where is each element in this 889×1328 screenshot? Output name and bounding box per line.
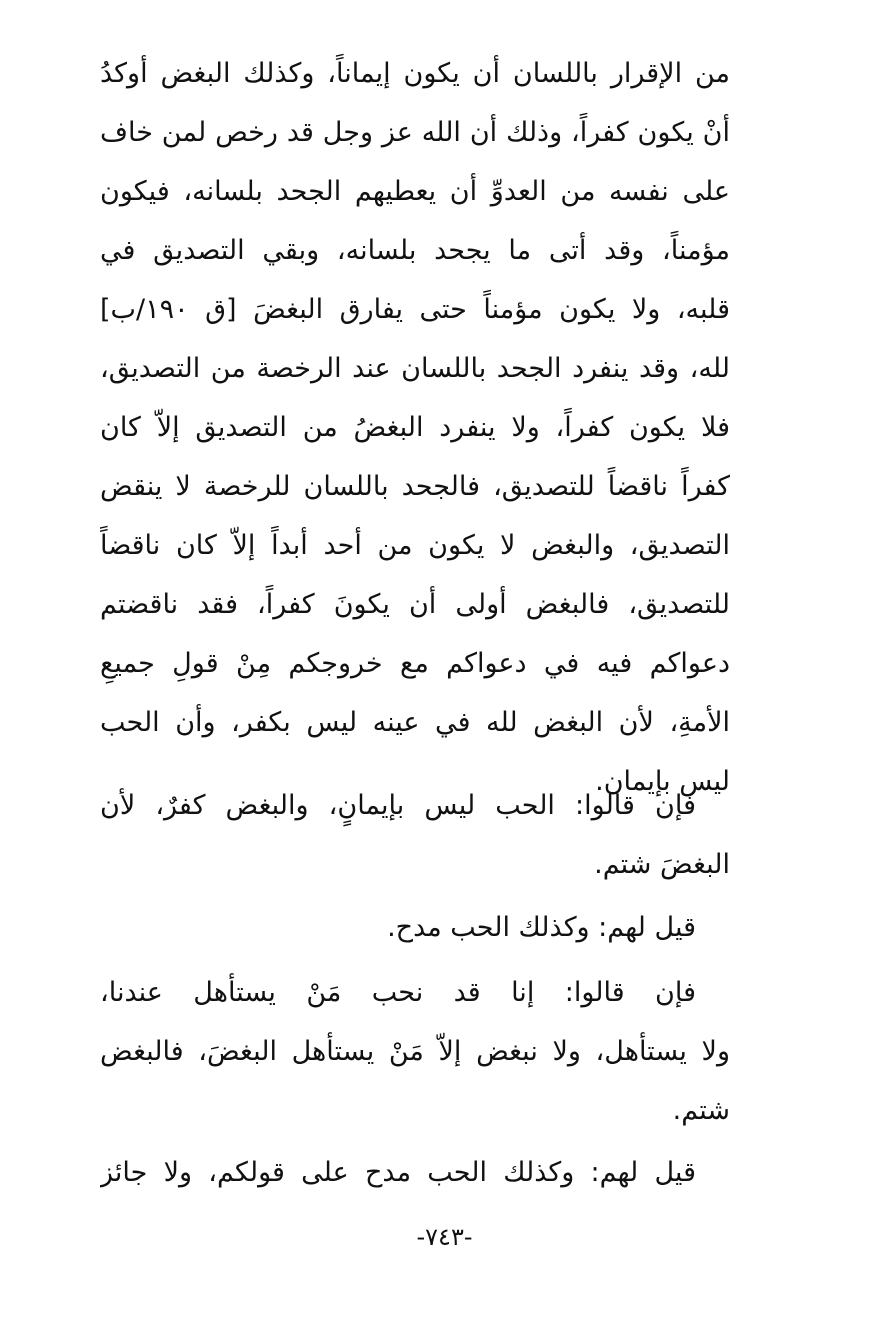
text-line: البغضَ شتم.	[594, 849, 730, 880]
text-line: للتصديق، فالبغض أولى أن يكونَ كفراً، فقد ناقضتم	[100, 589, 730, 620]
text-line: من الإقرار باللسان أن يكون إيماناً، وكذلك البغض أوكدُ	[100, 58, 730, 89]
paragraph-1	[100, 44, 730, 811]
paragraph-3	[100, 898, 730, 957]
text-line: ولا يستأهل، ولا نبغض إلاّ مَنْ يستأهل البغضَ، فالبغض	[100, 1036, 730, 1067]
text-line: مؤمناً، وقد أتى ما يجحد بلسانه، وبقي التصديق في	[100, 235, 730, 266]
text-line: فلا يكون كفراً، ولا ينفرد البغضُ من التصديق إلاّ كان	[100, 412, 730, 443]
text-line: فإن قالوا: الحب ليس بإيمانٍ، والبغض كفرٌ، لأن	[100, 790, 696, 821]
text-line: قيل لهم: وكذلك الحب مدح.	[387, 912, 696, 943]
text-line: شتم.	[672, 1095, 730, 1126]
text-line: ليس بإيمان.	[595, 766, 730, 797]
text-line: قلبه، ولا يكون مؤمناً حتى يفارق البغضَ [ق ١٩٠/ب]	[100, 294, 730, 325]
paragraph-5	[100, 1143, 730, 1202]
paragraph-4	[100, 963, 730, 1140]
text-line: على نفسه من العدوِّ أن يعطيهم الجحد بلسانه، فيكون	[100, 176, 730, 207]
text-line: أنْ يكون كفراً، وذلك أن الله عز وجل قد رخص لمن خاف	[100, 117, 730, 148]
text-line: الأمةِ، لأن البغض لله في عينه ليس بكفر، وأن الحب	[100, 707, 730, 738]
text-line: قيل لهم: وكذلك الحب مدح على قولكم، ولا جائز	[100, 1157, 696, 1188]
text-line: دعواكم فيه في دعواكم مع خروجكم مِنْ قولِ جميعِ	[100, 648, 730, 679]
paragraph-2	[100, 776, 730, 894]
page-number: -٧٤٣-	[416, 1223, 473, 1251]
text-line: لله، وقد ينفرد الجحد باللسان عند الرخصة من التصديق،	[100, 353, 730, 384]
text-line: التصديق، والبغض لا يكون من أحد أبداً إلاّ كان ناقضاً	[100, 530, 730, 561]
text-line: فإن قالوا: إنا قد نحب مَنْ يستأهل عندنا،	[100, 977, 696, 1008]
text-line: كفراً ناقضاً للتصديق، فالجحد باللسان للرخصة لا ينقض	[100, 471, 730, 502]
